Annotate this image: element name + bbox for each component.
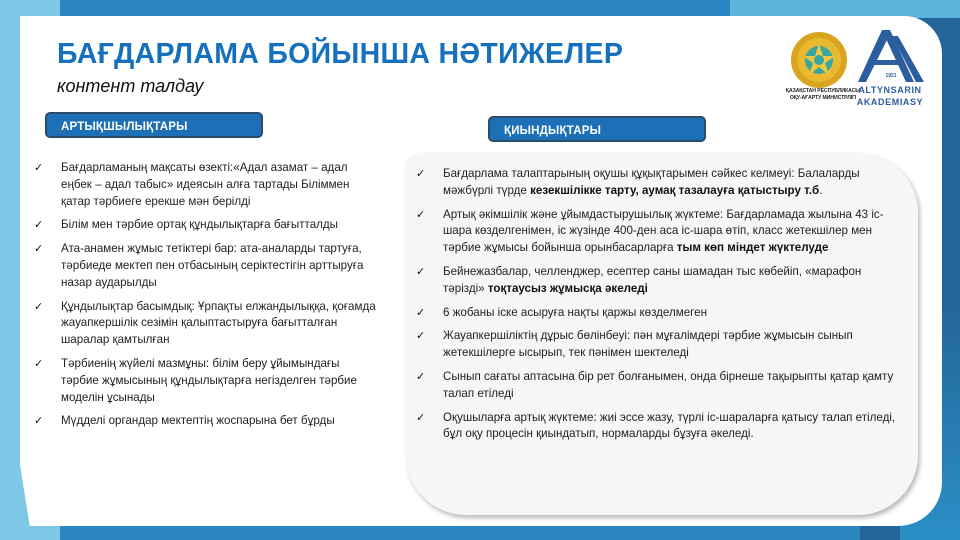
- list-item-text: 6 жобаны іске асыруға нақты қаржы көзделмеген: [443, 305, 707, 319]
- list-item: [416, 207, 896, 257]
- list-item-emphasis: кезекшілікке тарту, аумақ тазалауға қатыстыру т.б: [530, 183, 820, 197]
- list-item: [34, 241, 379, 291]
- list-item: [416, 410, 896, 444]
- list-item: [34, 299, 379, 349]
- difficulties-label: ҚИЫНДЫҚТАРЫ: [488, 116, 706, 142]
- checkmark-icon: ✓: [416, 208, 426, 221]
- checkmark-icon: ✓: [34, 415, 44, 428]
- list-item-emphasis: тоқтаусыз жұмысқа әкеледі: [487, 281, 648, 295]
- list-item-text: Артық әкімшілік және ұйымдастырушылық жүктеме: Бағдарламада жылына 43 іс-шара көзделгенімен, іс жүзінде 400-ден аса іс-шара өтіп, класс жетекшілер мен тәрбие жұмысы бойынша орынбасарларға: [443, 207, 884, 255]
- checkmark-icon: ✓: [416, 306, 426, 319]
- list-item-text: Сынып сағаты аптасына бір рет болғанымен, онда бірнеше тақырыпты қатар қамту талап етіледі: [443, 369, 894, 400]
- academy-caption: [850, 84, 930, 108]
- list-item-text: Бағдарлама талаптарының оқушы құқықтарымен сәйкес келмеуі: Балаларды мәжбүрлі түрде: [443, 167, 860, 197]
- checkmark-icon: ✓: [416, 168, 426, 180]
- ministry-caption-line2: ОҚУ-АҒАРТУ МИНИСТРЛІГІ: [789, 95, 857, 101]
- list-item: [416, 328, 896, 362]
- ministry-caption-line1: ҚАЗАҚСТАН РЕСПУБЛИКАСЫ: [785, 88, 861, 94]
- academy-name-line2: AKADEMIASY: [856, 97, 924, 107]
- list-item-text: Оқушыларға артық жүктеме: жиі эссе жазу, түрлі іс-шараларға қатысу талап етіледі, бұл оқу процесін қиындатып, нормаларды бұзуға әкеледі.: [443, 410, 896, 441]
- checkmark-icon: ✓: [416, 370, 426, 383]
- advantages-label: АРТЫҚШЫЛЫҚТАРЫ: [45, 112, 263, 138]
- advantages-list: [34, 160, 379, 437]
- list-item-text: Ата-анамен жұмыс тетіктері бар: ата-аналарды тартуға, тәрбиеде мектеп пен отбасының серіктестігін арттыруға назар аударылды: [61, 242, 364, 289]
- list-item: [416, 305, 896, 322]
- checkmark-icon: ✓: [416, 265, 426, 278]
- list-item-text: Тәрбиенің жүйелі мазмұны: білім беру ұйымындағы тәрбие жұмысының құндылықтарға негізделген тәрбие моделін ұсынады: [61, 356, 357, 404]
- list-item-text: Құндылықтар басымдық: Ұрпақты елжандылыққа, қоғамда жауапкершілік сезімін қалыптастыруға бағытталған шаралар қамтылған: [61, 299, 376, 347]
- list-item-text: Білім мен тәрбие ортақ құндылықтарға бағытталды: [61, 218, 339, 232]
- checkmark-icon: ✓: [34, 219, 44, 232]
- checkmark-icon: ✓: [34, 162, 44, 174]
- list-item-text: Мүдделі органдар мектептің жоспарына бет бұрды: [61, 414, 335, 428]
- checkmark-icon: ✓: [416, 411, 426, 424]
- list-item-text: Бейнежазбалар, челленджер, есептер саны шамадан тыс көбейіп, «марафон тәрізді»: [443, 264, 862, 295]
- slide-title: БАҒДАРЛАМА БОЙЫНША НӘТИЖЕЛЕР: [57, 38, 624, 70]
- list-item-emphasis: тым көп міндет жүктелуде: [676, 241, 829, 255]
- list-item: [34, 217, 379, 234]
- list-item: [34, 413, 379, 430]
- list-item-text: Бағдарламаның мақсаты өзекті:«Адал азамат – адал еңбек – адал табыс» идеясын алға тартады Біліммен қатар тәрбиеге ерекше мән берілді: [61, 161, 350, 208]
- list-item: [416, 166, 896, 200]
- checkmark-icon: ✓: [416, 330, 426, 343]
- altynsarin-logo-icon: [856, 30, 926, 82]
- svg-text:1921: 1921: [885, 73, 897, 79]
- list-item-text: Жауапкершіліктің дұрыс бөлінбеуі: пән мұғалімдері тәрбие жұмысын сынып жетекшілерге ысырып, тек пәнімен шектеледі: [443, 329, 853, 360]
- checkmark-icon: ✓: [34, 300, 44, 313]
- difficulties-list: [416, 166, 896, 450]
- slide-subtitle: контент талдау: [57, 76, 204, 96]
- kazakhstan-emblem-icon: [789, 30, 849, 90]
- list-item: [34, 160, 379, 210]
- checkmark-icon: ✓: [34, 243, 44, 256]
- list-item: [416, 369, 896, 403]
- academy-name-line1: ALTYNSARIN: [858, 85, 922, 95]
- checkmark-icon: ✓: [34, 357, 44, 370]
- list-item-text-end: .: [819, 183, 823, 197]
- list-item: [34, 356, 379, 406]
- list-item: [416, 264, 896, 298]
